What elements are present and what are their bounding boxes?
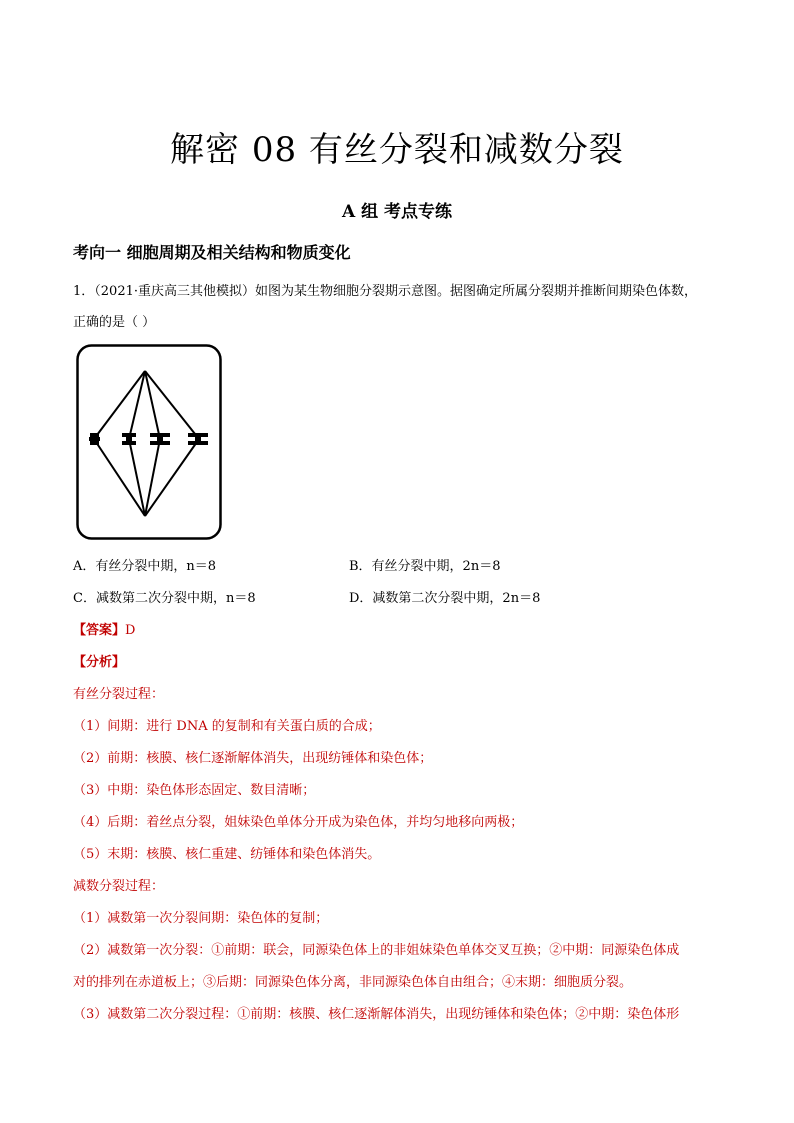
mitosis-item: （5）末期：核膜、核仁重建、纺锤体和染色体消失。 (73, 847, 381, 862)
mitosis-item: （3）中期：染色体形态固定、数目清晰； (73, 783, 316, 798)
chromosome-4 (188, 433, 208, 445)
spindle-fibers (94, 371, 199, 516)
answer-line (73, 621, 135, 641)
option-a[interactable]: A．有丝分裂中期，n＝8 (73, 559, 217, 574)
meiosis-item: 对的排列在赤道板上；③后期：同源染色体分离，非同源染色体自由组合；④末期：细胞质分裂。 (73, 975, 633, 990)
mitosis-item: （1）间期：进行 DNA 的复制和有关蛋白质的合成； (73, 719, 381, 734)
question-stem-line-2: 正确的是（ ） (73, 315, 156, 330)
chromosomes (89, 433, 208, 445)
mitosis-item: （2）前期：核膜、核仁逐渐解体消失，出现纺锤体和染色体； (73, 751, 433, 766)
mitosis-heading: 有丝分裂过程： (73, 687, 165, 702)
chromosome-3 (150, 433, 170, 445)
chromosome-2 (122, 433, 136, 445)
option-b[interactable]: B．有丝分裂中期，2n＝8 (349, 559, 501, 574)
cell-division-diagram (76, 344, 222, 540)
meiosis-heading: 减数分裂过程： (73, 879, 165, 894)
mitosis-item: （4）后期：着丝点分裂，姐妹染色单体分开成为染色体，并均匀地移向两极； (73, 815, 524, 830)
page-title: 解密 08 有丝分裂和减数分裂 (170, 130, 624, 170)
answer-value: D (125, 623, 136, 638)
option-d[interactable]: D．减数第二次分裂中期，2n＝8 (349, 591, 541, 606)
section-title: 考向一 细胞周期及相关结构和物质变化 (73, 243, 351, 262)
answer-label: 【答案】 (73, 623, 126, 638)
option-c[interactable]: C．减数第二次分裂中期，n＝8 (73, 591, 256, 606)
meiosis-item: （1）减数第一次分裂间期：染色体的复制； (73, 911, 329, 926)
analysis-label: 【分析】 (73, 655, 126, 670)
meiosis-item: （2）减数第一次分裂：①前期：联会，同源染色体上的非姐妹染色单体交叉互换；②中期：同源染色体成 (73, 943, 680, 958)
meiosis-item: （3）减数第二次分裂过程：①前期：核膜、核仁逐渐解体消失，出现纺锤体和染色体；②中期：染色体形 (73, 1007, 680, 1022)
group-title: A 组 考点专练 (341, 202, 453, 222)
question-stem-line-1: 1．（2021·重庆高三其他模拟）如图为某生物细胞分裂期示意图。据图确定所属分裂期并推断间期染色体数， (73, 284, 697, 299)
chromosome-1 (89, 433, 100, 445)
